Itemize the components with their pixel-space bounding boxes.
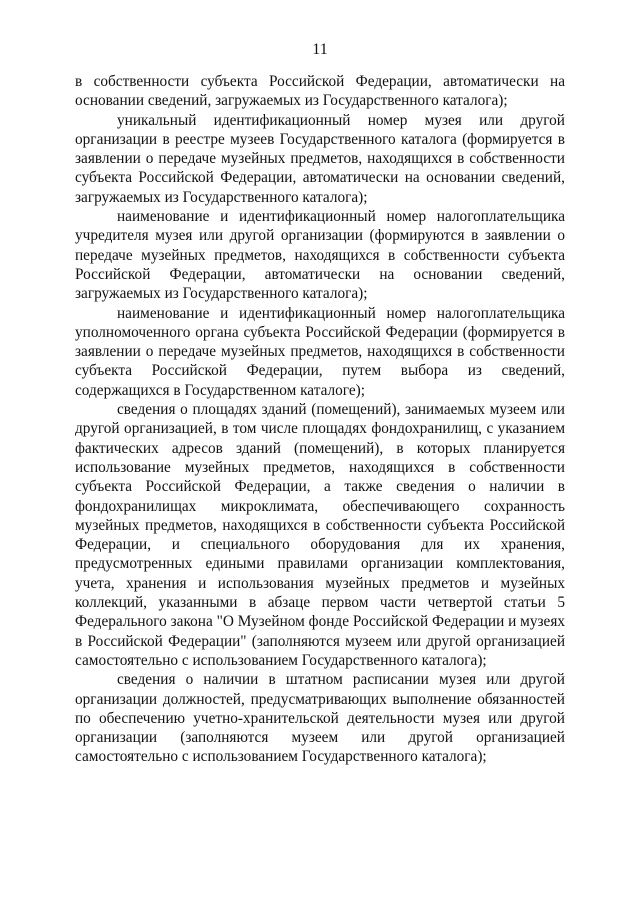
paragraph-museum-registry-number: уникальный идентификационный номер музея или другой организации в реестре музеев Государственного каталога (формируется в заявлении о передаче музейных предметов, находящихся в собственности субъекта Российской Федерации, автоматически на основании сведений, загружаемых из Государственного каталога); — [75, 111, 565, 206]
paragraph-building-areas: сведения о площадях зданий (помещений), занимаемых музеем или другой организацией, в том числе площадях фондохранилищ, с указанием фактических адресов зданий (помещений), в которых планируется использование музейных предметов, находящихся в собственности субъекта Российской Федерации, а также сведения о наличии в фондохранилищах микроклимата, обеспечивающего сохранность музейных предметов, находящихся в собственности субъекта Российской Федерации, и специального оборудования для их хранения, предусмотренных едиными правилами организации комплектования, учета, хранения и использования музейных предметов и музейных коллекций, указанными в абзаце первом части четвертой статьи 5 Федерального закона "О Музейном фонде Российской Федерации и музеях в Российской Федерации" (заполняются музеем или другой организацией самостоятельно с использованием Государственного каталога); — [75, 401, 565, 669]
paragraph-staff-positions: сведения о наличии в штатном расписании музея или другой организации должностей, предусматривающих выполнение обязанностей по обеспечению учетно-хранительской деятельности музея или другой организации (заполняются музеем или другой организацией самостоятельно с использованием Государственного каталога); — [75, 671, 565, 766]
page-number: 11 — [312, 41, 328, 58]
paragraph-founder-tax-id: наименование и идентификационный номер налогоплательщика учредителя музея или другой организации (формируются в заявлении о передаче музейных предметов, находящихся в собственности субъекта Российской Федерации, автоматически на основании сведений, загружаемых из Государственного каталога); — [75, 208, 565, 303]
paragraph-continuation: в собственности субъекта Российской Федерации, автоматически на основании сведений, загружаемых из Государственного каталога); — [75, 73, 565, 110]
paragraph-authority-tax-id: наименование и идентификационный номер налогоплательщика уполномоченного органа субъекта Российской Федерации (формируется в заявлении о передаче музейных предметов, находящихся в собственности субъекта Российской Федерации, путем выбора из сведений, содержащихся в Государственном каталоге); — [75, 304, 565, 399]
document-body — [75, 72, 565, 767]
